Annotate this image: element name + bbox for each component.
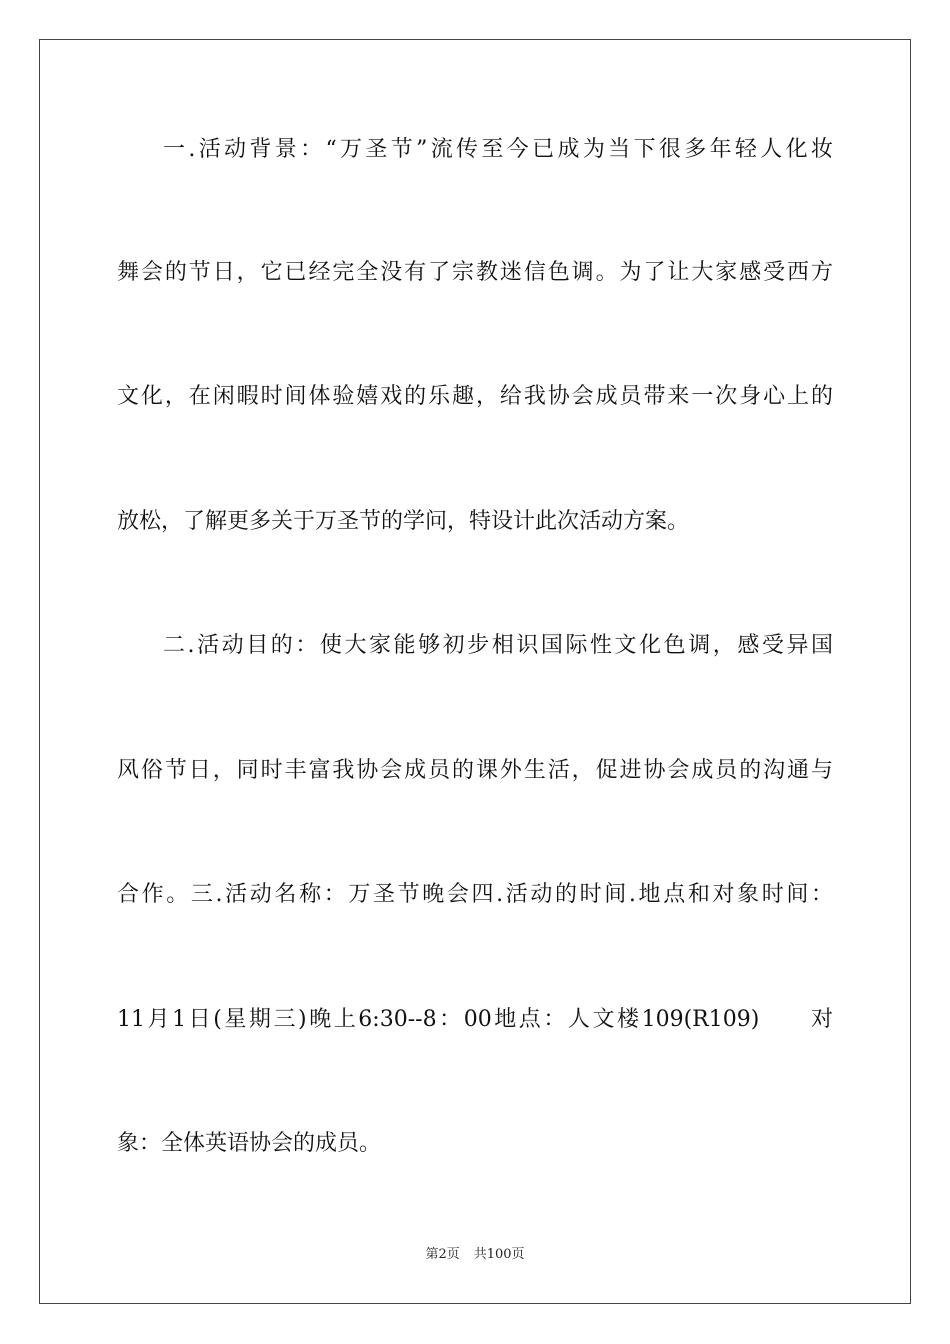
paragraph-line-6: 风俗节日，同时丰富我协会成员的课外生活，促进协会成员的沟通与: [117, 758, 833, 783]
paragraph-line-5: 二.活动目的：使大家能够初步相识国际性文化色调，感受异国: [163, 633, 833, 658]
paragraph-line-8: 11月1日(星期三)晚上6:30--8：00地点：人文楼109(R109) 对: [117, 1007, 833, 1032]
page-border: [39, 39, 911, 1304]
paragraph-line-9: 象：全体英语协会的成员。: [117, 1131, 382, 1156]
paragraph-line-4: 放松，了解更多关于万圣节的学问，特设计此次活动方案。: [117, 509, 690, 534]
page-total: 共100页: [473, 1247, 525, 1262]
paragraph-line-1: 一.活动背景：“万圣节”流传至今已成为当下很多年轻人化妆: [163, 137, 833, 162]
paragraph-line-3: 文化，在闲暇时间体验嬉戏的乐趣，给我协会成员带来一次身心上的: [117, 384, 833, 409]
paragraph-line-7: 合作。三.活动名称：万圣节晚会四.活动的时间.地点和对象时间：: [117, 882, 833, 907]
paragraph-line-2: 舞会的节日，它已经完全没有了宗教迷信色调。为了让大家感受西方: [117, 260, 833, 285]
page-footer: [0, 1243, 950, 1262]
page-number: 第2页: [425, 1247, 460, 1262]
